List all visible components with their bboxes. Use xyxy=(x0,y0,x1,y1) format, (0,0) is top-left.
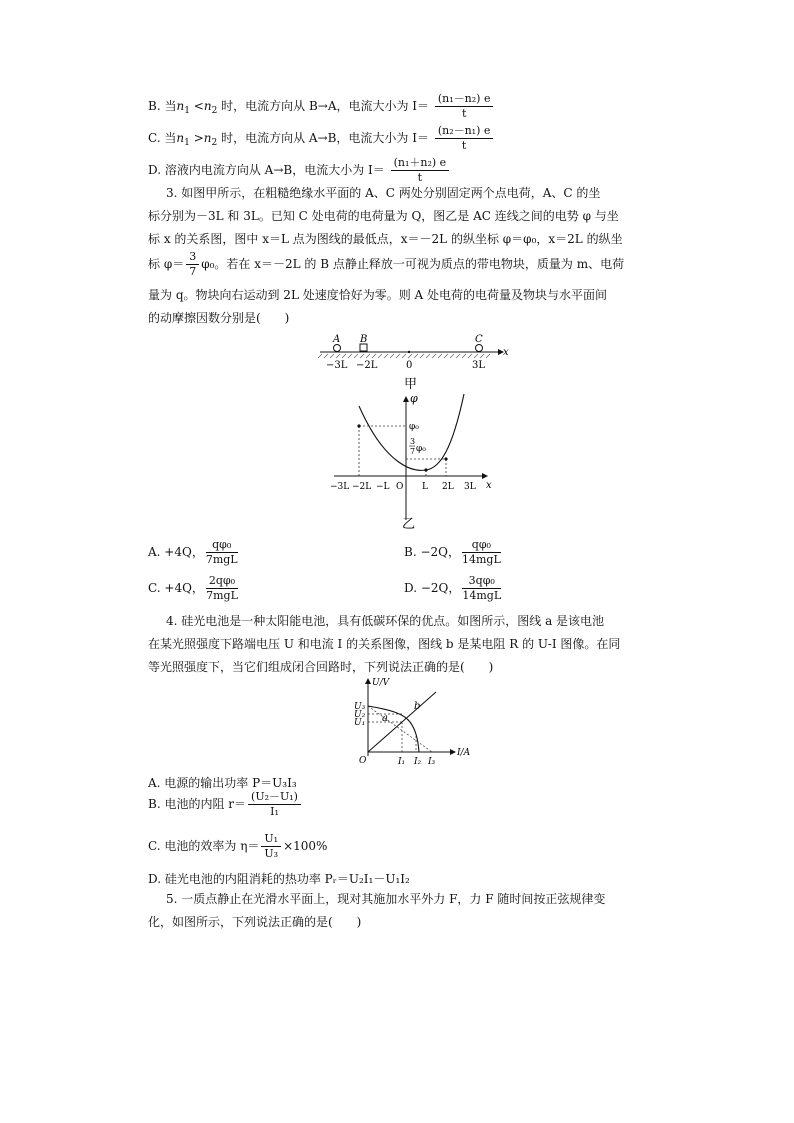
q5-line2: 化，如图所示，下列说法正确的是( ) xyxy=(148,915,362,929)
q3-line2: 标分别为－3L 和 3L。已知 C 处电荷的电荷量为 Q，图乙是 AC 连线之间的电势 φ 与坐 xyxy=(148,209,619,223)
q3-option-a: A. +4Q， $\frac{\text{qφ₀}}{\text{7mgL}}$ xyxy=(148,538,238,566)
caption-jia: 甲 xyxy=(404,377,418,392)
svg-text:I₂: I₂ xyxy=(414,757,422,767)
caption-yi: 乙 xyxy=(402,517,416,532)
svg-text:I₁: I₁ xyxy=(398,757,406,767)
svg-text:a: a xyxy=(382,713,388,724)
svg-text:−2L: −2L xyxy=(352,482,372,492)
q3-line6: 的动摩擦因数分别是( ) xyxy=(148,311,290,325)
svg-text:0: 0 xyxy=(406,360,413,371)
figure-yi xyxy=(326,392,496,532)
svg-text:φ₀: φ₀ xyxy=(416,444,426,454)
figure-ui xyxy=(346,676,482,772)
svg-text:−2L: −2L xyxy=(356,360,378,371)
svg-text:2L: 2L xyxy=(442,482,454,492)
svg-text:U₃: U₃ xyxy=(354,702,366,712)
q2-option-c: C. 当$n_1 >n_2$ 时，电流方向从 A→B，电流大小为 I＝ $\frac{\text{(n₂－n₁) e}}{t}$ xyxy=(148,124,495,153)
q4-option-a: A. 电源的输出功率 P＝U₃I₃ xyxy=(148,776,297,790)
svg-text:I₃: I₃ xyxy=(428,757,436,767)
q2-option-b: B. 当$n_1 <n_2$ 时，电流方向从 B→A，电流大小为 I＝ $\frac{\text{(n₁－n₂) e}}{t}$ xyxy=(148,92,495,121)
svg-text:U₁: U₁ xyxy=(354,718,366,728)
svg-text:x: x xyxy=(486,480,492,491)
svg-text:b: b xyxy=(414,701,421,712)
svg-text:O: O xyxy=(359,756,367,766)
q4-line1: 4. 硅光电池是一种太阳能电池，具有低碳环保的优点。如图所示，图线 a 是该电池 xyxy=(166,614,605,628)
q2-option-d: D. 溶液内电流方向从 A→B，电流大小为 I＝ $\frac{\text{(n₁＋n₂) e}}{t}$ xyxy=(148,156,451,185)
label-c: C xyxy=(475,334,483,345)
figure-jia xyxy=(312,332,512,392)
label-b: B xyxy=(360,334,368,345)
svg-text:O: O xyxy=(396,482,404,492)
svg-text:−3L: −3L xyxy=(326,360,348,371)
svg-text:−L: −L xyxy=(376,482,390,492)
charge-a-icon xyxy=(334,345,341,352)
q5-line1: 5. 一质点静止在光滑水平面上，现对其施加水平外力 F，力 F 随时间按正弦规律变 xyxy=(166,892,606,906)
q3-option-d: D. −2Q， $\frac{\text{3qφ₀}}{\text{14mgL}}$ xyxy=(404,574,502,602)
svg-text:7: 7 xyxy=(410,447,416,456)
svg-text:x: x xyxy=(503,347,509,358)
q3-option-c: C. +4Q， $\frac{\text{2qφ₀}}{\text{7mgL}}$ xyxy=(148,574,238,602)
svg-text:U₂: U₂ xyxy=(354,710,366,720)
q4-line3: 等光照强度下，当它们组成闭合回路时，下列说法正确的是( ) xyxy=(148,660,494,674)
svg-text:L: L xyxy=(422,482,428,492)
svg-text:φ: φ xyxy=(410,392,418,405)
svg-text:3: 3 xyxy=(410,437,416,446)
charge-c-icon xyxy=(476,345,483,352)
svg-text:3L: 3L xyxy=(464,482,476,492)
q3-line5: 量为 q。物块向右运动到 2L 处速度恰好为零。则 A 处电荷的电荷量及物块与水平面间 xyxy=(148,288,608,302)
block-b-icon xyxy=(360,344,367,351)
svg-text:3L: 3L xyxy=(472,360,486,371)
svg-text:−3L: −3L xyxy=(330,482,350,492)
q3-line3: 标 x 的关系图，图中 x＝L 点为图线的最低点，x＝－2L 的纵坐标 φ＝φ₀，x＝2L 的纵坐 xyxy=(148,232,623,246)
q4-option-c: C. 电池的效率为 η＝ $\frac{\text{U₁}}{\text{U₃}}$ ×100% xyxy=(148,832,328,860)
svg-text:φ₀: φ₀ xyxy=(409,422,419,432)
q4-line2: 在某光照强度下路端电压 U 和电流 I 的关系图像，图线 b 是某电阻 R 的 U-I 图像。在同 xyxy=(148,637,621,651)
q4-option-b: B. 电池的内阻 r＝ $\frac{\text{(U₂－U₁)}}{\text{I₁}}$ xyxy=(148,790,303,819)
svg-text:I/A: I/A xyxy=(457,748,471,758)
svg-text:U/V: U/V xyxy=(372,678,390,688)
q4-option-d: D. 硅光电池的内阻消耗的热功率 Pᵣ＝U₂I₁－U₁I₂ xyxy=(148,872,410,886)
q3-line1: 3. 如图甲所示，在粗糙绝缘水平面的 A、C 两处分别固定两个点电荷，A、C 的坐 xyxy=(166,186,601,200)
q3-option-b: B. −2Q， $\frac{\text{qφ₀}}{\text{14mgL}}$ xyxy=(404,538,501,566)
label-a: A xyxy=(333,334,341,345)
q3-line4: 标 φ＝ $\frac{3}{7}$ φ₀。若在 x＝－2L 的 B 点静止释放一可视为质点的带电物块，质量为 m、电荷 xyxy=(148,250,625,278)
